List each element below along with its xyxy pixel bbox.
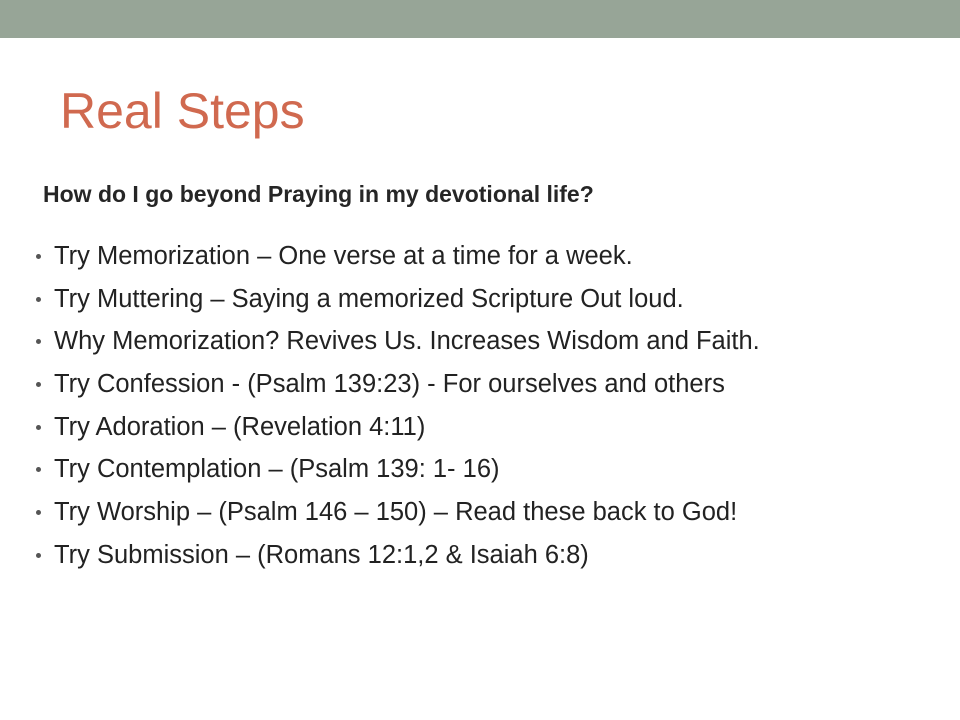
bullet-text: Try Memorization – One verse at a time for a week. [54, 242, 633, 270]
bullet-dot-icon [36, 553, 41, 558]
bullet-item [36, 238, 760, 281]
bullet-item [36, 494, 760, 537]
bullet-item [36, 281, 760, 324]
top-accent-bar [0, 0, 960, 38]
bullet-text: Try Muttering – Saying a memorized Scripture Out loud. [54, 284, 684, 313]
bullet-text: Try Confession - (Psalm 139:23) - For ourselves and others [54, 370, 725, 399]
bullet-dot-icon [36, 425, 41, 430]
bullet-dot-icon [36, 382, 41, 387]
bullet-text: Try Submission – (Romans 12:1,2 & Isaiah 6:8) [54, 540, 589, 569]
bullet-text: Try Worship – (Psalm 146 – 150) – Read these back to God! [54, 498, 738, 527]
bullet-dot-icon [36, 510, 41, 515]
bullet-text: Why Memorization? Revives Us. Increases Wisdom and Faith. [54, 327, 760, 356]
bullet-item [36, 537, 760, 580]
slide-subtitle: How do I go beyond Praying in my devotional life? [43, 181, 594, 207]
slide-title: Real Steps [60, 83, 305, 139]
bullet-item [36, 323, 760, 366]
bullet-item [36, 409, 760, 452]
bullet-item [36, 451, 760, 494]
bullet-dot-icon [36, 467, 41, 472]
bullet-list [36, 238, 760, 580]
bullet-item [36, 366, 760, 409]
bullet-text: Try Adoration – (Revelation 4:11) [54, 412, 426, 441]
bullet-dot-icon [36, 254, 41, 259]
bullet-dot-icon [36, 339, 41, 344]
bullet-dot-icon [36, 297, 41, 302]
bullet-text: Try Contemplation – (Psalm 139: 1- 16) [54, 455, 500, 484]
